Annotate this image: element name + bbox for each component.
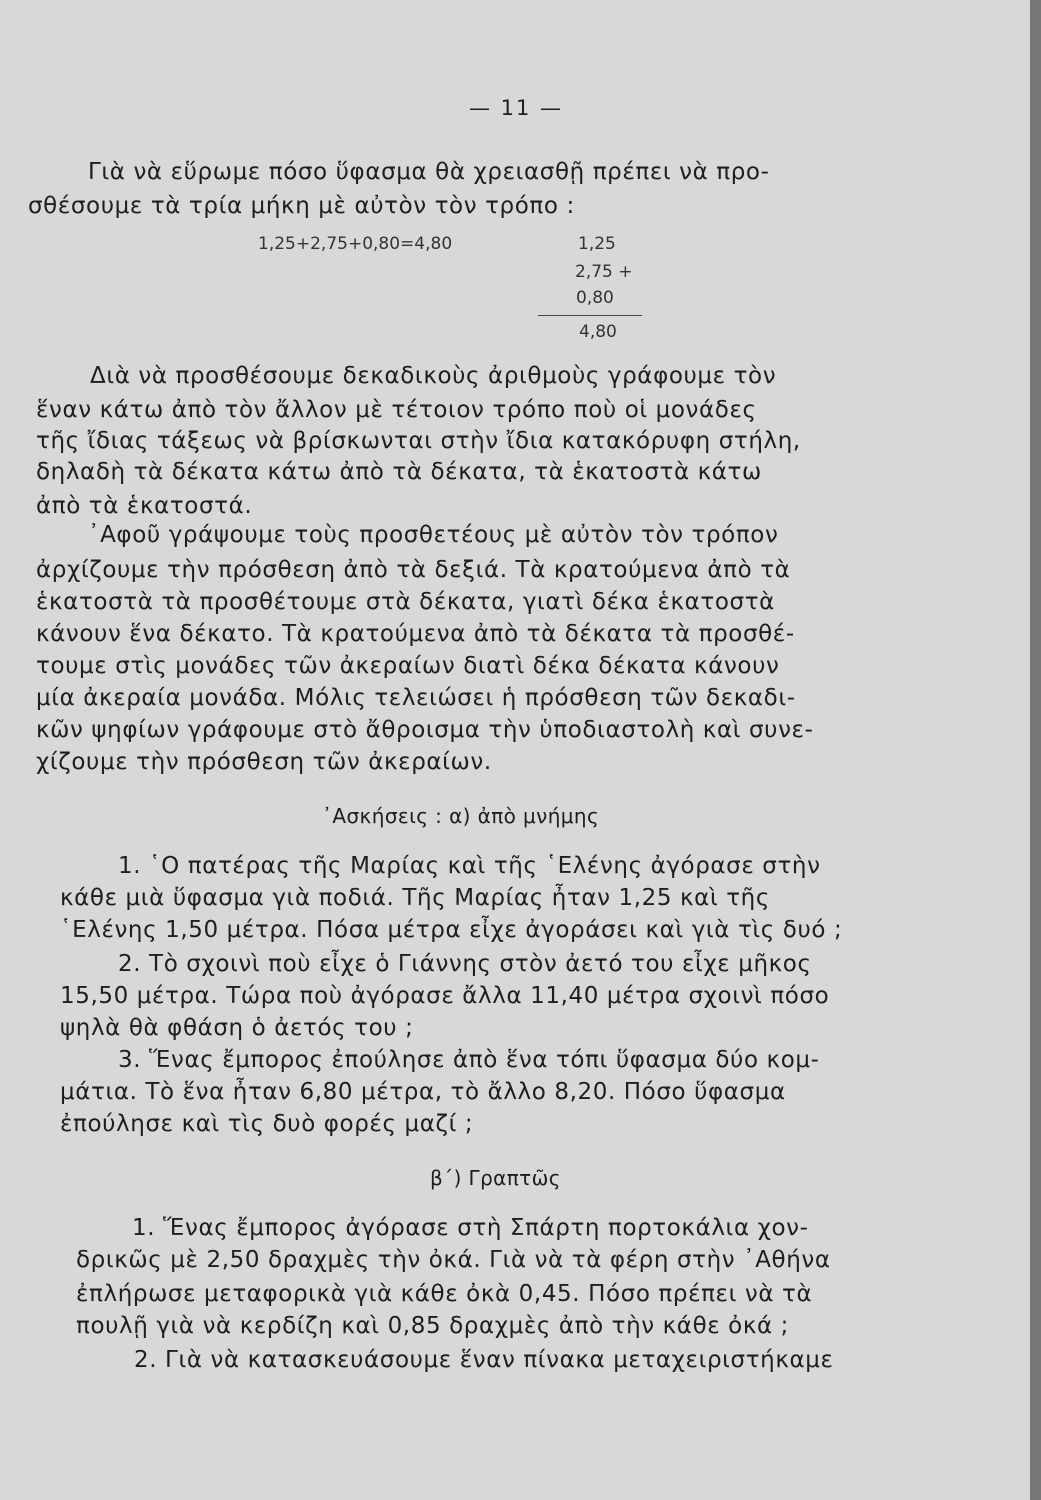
addend-2: 2,75 + bbox=[575, 262, 633, 282]
para1-line-5: ἀπὸ τὰ ἑκατοστά. bbox=[36, 493, 253, 519]
para2-line-1: ᾿Αφοῦ γράψουμε τοὺς προσθετέους μὲ αὐτὸν τὸν τρόπον bbox=[88, 522, 779, 548]
oral-line-3: ῾Ελένης 1,50 μέτρα. Πόσα μέτρα εἶχε ἀγοράσει καὶ γιὰ τὶς δυό ; bbox=[60, 917, 843, 943]
written-line-3: ἐπλήρωσε μεταφορικὰ γιὰ κάθε ὀκὰ 0,45. Πόσο πρέπει νὰ τὰ bbox=[76, 1281, 813, 1307]
oral-line-2: κάθε μιὰ ὕφασμα γιὰ ποδιά. Τῆς Μαρίας ἦταν 1,25 καὶ τῆς bbox=[60, 885, 770, 911]
page-number: — 11 — bbox=[468, 96, 564, 120]
para2-line-3: ἑκατοστὰ τὰ προσθέτουμε στὰ δέκατα, γιατὶ δέκα ἑκατοστὰ bbox=[36, 589, 775, 615]
sum-result: 4,80 bbox=[579, 322, 617, 342]
para2-line-8: χίζουμε τὴν πρόσθεση τῶν ἀκεραίων. bbox=[36, 749, 492, 775]
oral-line-8: μάτια. Τὸ ἕνα ἦταν 6,80 μέτρα, τὸ ἄλλο 8,20. Πόσο ὕφασμα bbox=[60, 1079, 786, 1105]
oral-line-9: ἐπούλησε καὶ τὶς δυὸ φορές μαζί ; bbox=[60, 1111, 474, 1137]
written-line-5: 2. Γιὰ νὰ κατασκευάσουμε ἕναν πίνακα μεταχειριστήκαμε bbox=[134, 1347, 834, 1373]
para1-line-1: Διὰ νὰ προσθέσουμε δεκαδικοὺς ἀριθμοὺς γράφουμε τὸν bbox=[90, 363, 777, 389]
page-edge bbox=[1030, 0, 1041, 1500]
addend-3: 0,80 bbox=[576, 288, 614, 308]
oral-line-5: 15,50 μέτρα. Τώρα ποὺ ἀγόρασε ἄλλα 11,40 μέτρα σχοινὶ πόσο bbox=[60, 983, 830, 1009]
oral-line-7: 3. Ἕνας ἔμπορος ἐπούλησε ἀπὸ ἕνα τόπι ὕφασμα δύο κομ- bbox=[118, 1047, 820, 1073]
para2-line-7: κῶν ψηφίων γράφουμε στὸ ἄθροισμα τὴν ὑποδιαστολὴ καὶ συνε- bbox=[36, 717, 814, 743]
para1-line-2: ἕναν κάτω ἀπὸ τὸν ἄλλον μὲ τέτοιον τρόπο ποὺ οἱ μονάδες bbox=[36, 397, 757, 423]
written-line-1: 1. Ἕνας ἔμπορος ἀγόρασε στὴ Σπάρτη πορτοκάλια χον- bbox=[132, 1215, 809, 1241]
written-line-4: πουλῇ γιὰ νὰ κερδίζη καὶ 0,85 δραχμὲς ἀπὸ τὴν κάθε ὀκά ; bbox=[76, 1313, 790, 1339]
inline-sum: 1,25+2,75+0,80=4,80 bbox=[258, 234, 453, 254]
addend-1: 1,25 bbox=[578, 234, 616, 254]
oral-line-4: 2. Τὸ σχοινὶ ποὺ εἶχε ὁ Γιάννης στὸν ἀετό του εἶχε μῆκος bbox=[118, 951, 812, 977]
intro-line-2: σθέσουμε τὰ τρία μήκη μὲ αὐτὸν τὸν τρόπο : bbox=[28, 193, 575, 219]
sum-rule bbox=[538, 315, 642, 316]
written-heading: β΄) Γραπτῶς bbox=[430, 1166, 561, 1190]
para2-line-4: κάνουν ἕνα δέκατο. Τὰ κρατούμενα ἀπὸ τὰ δέκατα τὰ προσθέ- bbox=[36, 621, 795, 647]
para1-line-4: δηλαδὴ τὰ δέκατα κάτω ἀπὸ τὰ δέκατα, τὰ ἑκατοστὰ κάτω bbox=[36, 459, 762, 485]
para2-line-5: τουμε στὶς μονάδες τῶν ἀκεραίων διατὶ δέκα δέκατα κάνουν bbox=[36, 653, 780, 679]
intro-line-1: Γιὰ νὰ εὕρωμε πόσο ὕφασμα θὰ χρειασθῇ πρέπει νὰ προ- bbox=[88, 159, 770, 185]
written-line-2: δρικῶς μὲ 2,50 δραχμὲς τὴν ὀκά. Γιὰ νὰ τὰ φέρη στὴν ᾿Αθήνα bbox=[76, 1247, 831, 1273]
oral-line-1: 1. ῾Ο πατέρας τῆς Μαρίας καὶ τῆς ῾Ελένης ἀγόρασε στὴν bbox=[118, 853, 821, 879]
oral-line-6: ψηλὰ θὰ φθάση ὁ ἀετός του ; bbox=[60, 1015, 414, 1041]
para1-line-3: τῆς ἴδιας τάξεως νὰ βρίσκωνται στὴν ἴδια κατακόρυφη στήλη, bbox=[36, 428, 801, 454]
exercises-heading: ᾿Ασκήσεις : α) ἀπὸ μνήμης bbox=[322, 804, 600, 828]
para2-line-2: ἀρχίζουμε τὴν πρόσθεση ἀπὸ τὰ δεξιά. Τὰ κρατούμενα ἀπὸ τὰ bbox=[36, 557, 791, 583]
para2-line-6: μία ἀκεραία μονάδα. Μόλις τελειώσει ἡ πρόσθεση τῶν δεκαδι- bbox=[36, 685, 796, 711]
